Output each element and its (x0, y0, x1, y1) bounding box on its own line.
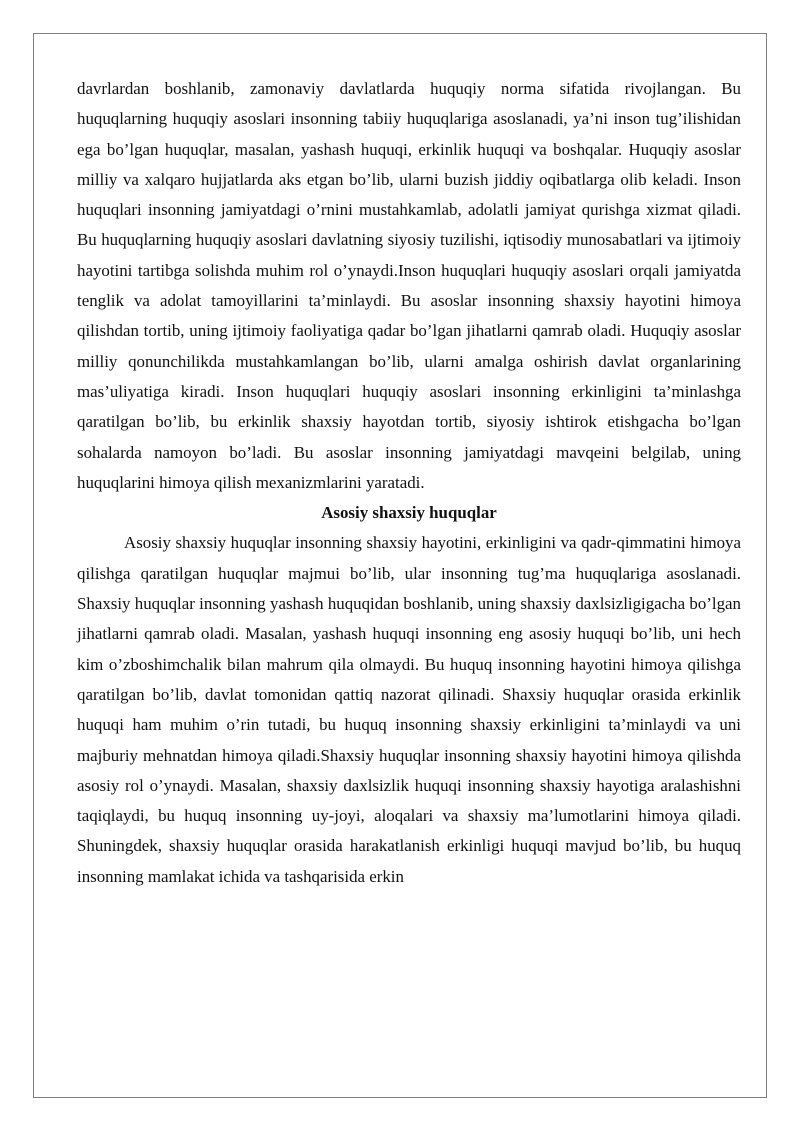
body-paragraph: davrlardan boshlanib, zamonaviy davlatlarda huquqiy norma sifatida rivojlangan. Bu huquqlarning huquqiy asoslari insonning tabiiy huquqlariga asoslanadi, ya’ni inson tug’ilishidan ega bo’lgan huquqlar, masalan, yashash huquqi, erkinlik huquqi va boshqalar. Huquqiy asoslar milliy va xalqaro hujjatlarda aks etgan bo’lib, ularni buzish jiddiy oqibatlarga olib keladi. Inson huquqlari insonning jamiyatdagi o’rnini mustahkamlab, adolatli jamiyat qurishga xizmat qiladi. Bu huquqlarning huquqiy asoslari davlatning siyosiy tuzilishi, iqtisodiy munosabatlari va ijtimoiy hayotini tartibga solishda muhim rol o’ynaydi.Inson huquqlari huquqiy asoslari orqali jamiyatda tenglik va adolat tamoyillarini ta’minlaydi. Bu asoslar insonning shaxsiy hayotini himoya qilishdan tortib, uning ijtimoiy faoliyatiga qadar bo’lgan jihatlarni qamrab oladi. Huquqiy asoslar milliy qonunchilikda mustahkamlangan bo’lib, ularni amalga oshirish davlat organlarining mas’uliyatiga kiradi. Inson huquqlari huquqiy asoslari insonning erkinligini ta’minlashga qaratilgan bo’lib, bu erkinlik shaxsiy hayotdan tortib, siyosiy ishtirok etishgacha bo’lgan sohalarda namoyon bo’ladi. Bu asoslar insonning jamiyatdagi mavqeini belgilab, uning huquqlarini himoya qilish mexanizmlarini yaratadi. (77, 79, 741, 492)
document-body (77, 74, 741, 892)
body-paragraph: Asosiy shaxsiy huquqlar insonning shaxsiy hayotini, erkinligini va qadr-qimmatini himoya qilishga qaratilgan huquqlar majmui bo’lib, ular insonning tug’ma huquqlariga asoslanadi. Shaxsiy huquqlar insonning yashash huquqidan boshlanib, uning shaxsiy daxlsizligigacha bo’lgan jihatlarni qamrab oladi. Masalan, yashash huquqi insonning eng asosiy huquqi bo’lib, uni hech kim o’zboshimchalik bilan mahrum qila olmaydi. Bu huquq insonning hayotini himoya qilishga qaratilgan bo’lib, davlat tomonidan qattiq nazorat qilinadi. Shaxsiy huquqlar orasida erkinlik huquqi ham muhim o’rin tutadi, bu huquq insonning shaxsiy erkinligini ta’minlaydi va uni majburiy mehnatdan himoya qiladi.Shaxsiy huquqlar insonning shaxsiy hayotini himoya qilishda asosiy rol o’ynaydi. Masalan, shaxsiy daxlsizlik huquqi insonning shaxsiy hayotiga aralashishni taqiqlaydi, bu huquq insonning uy-joyi, aloqalari va shaxsiy ma’lumotlarini himoya qiladi. Shuningdek, shaxsiy huquqlar orasida harakatlanish erkinligi huquqi mavjud bo’lib, bu huquq insonning mamlakat ichida va tashqarisida erkin (77, 533, 741, 886)
section-heading: Asosiy shaxsiy huquqlar (321, 503, 497, 523)
